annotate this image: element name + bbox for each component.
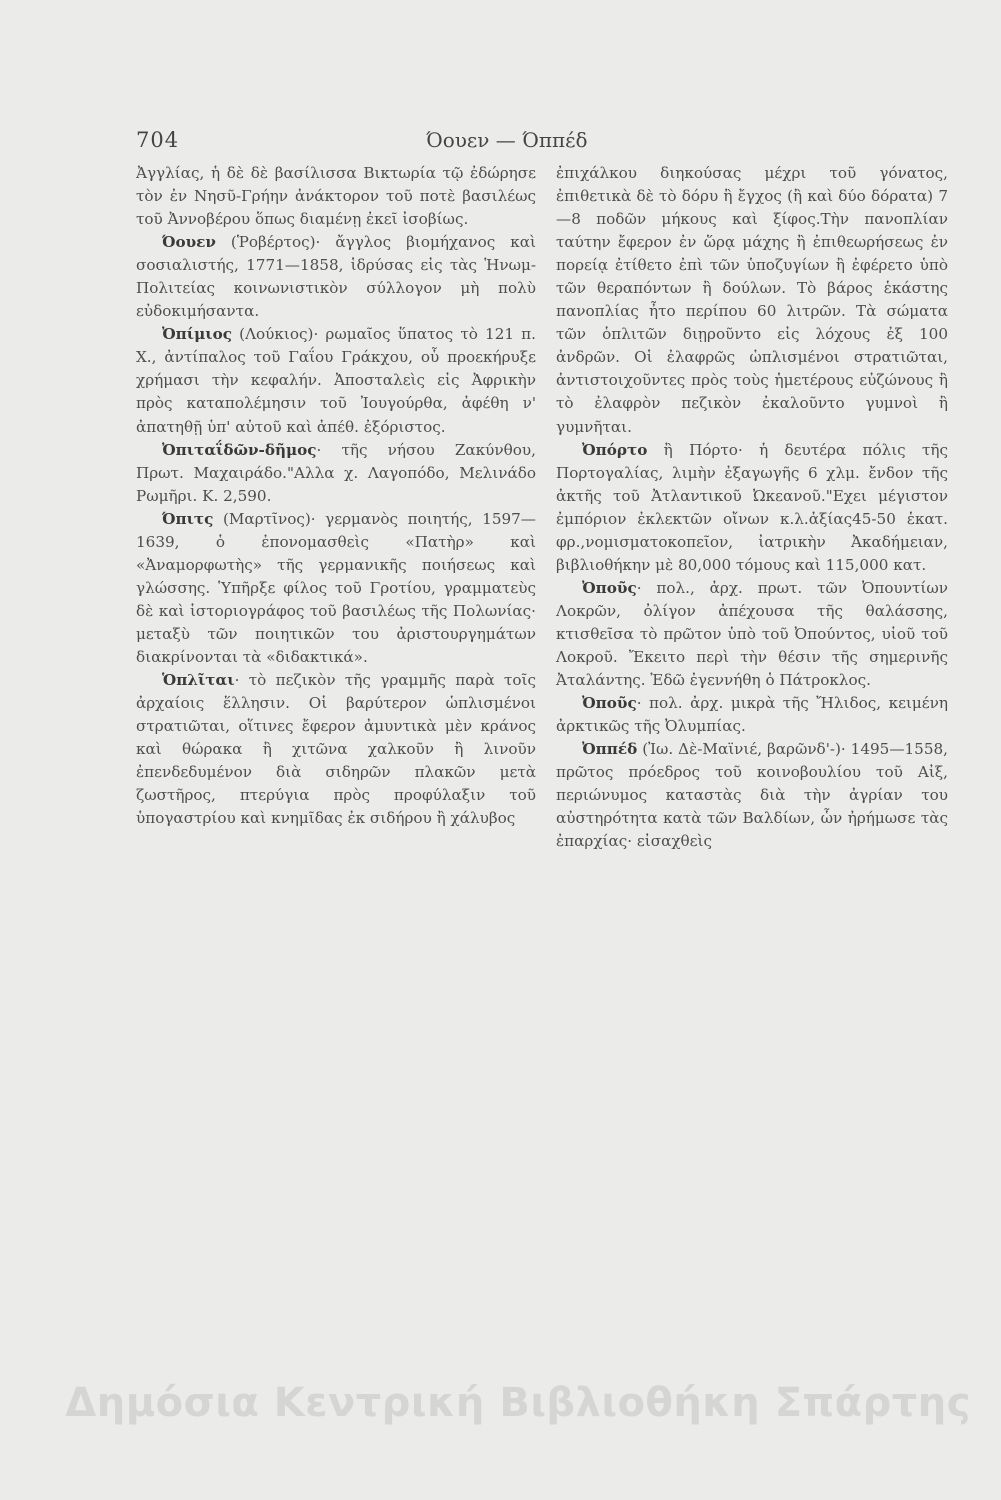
entry-headword: Ὁπλῖται [162, 671, 235, 690]
dictionary-entry [136, 323, 536, 438]
entry-text: (Ῥοβέρτος)· ἄγγλος βιομήχανος καὶ σοσιαλιστής, 1771—1858, ἱδρύσας εἰς τὰς Ἡνωμ-Πολιτείας κοινωνιστικὸν σύλλογον μὴ πολὺ εὐδοκιμήσαντα. [136, 233, 536, 321]
entry-text: (Ἰω. Δὲ-Μαϊνιέ, βαρῶνδ'-)· 1495—1558, πρῶτος πρόεδρος τοῦ κοινοβουλίου τοῦ Αἰξ, περιώνυμος καταστὰς διὰ τὴν ἀγρίαν του αὐστηρότητα κατὰ τῶν Βαλδίων, ὧν ἠρήμωσε τὰς ἐπαρχίας· εἰσαχθεὶς [556, 740, 948, 851]
entry-headword: Ὀπίμιος [162, 325, 232, 344]
entry-headword: Ὀποῦς [582, 694, 637, 713]
right-column [556, 162, 948, 853]
entry-text: · τὸ πεζικὸν τῆς γραμμῆς παρὰ τοῖς ἀρχαίοις ἕλλησιν. Οἱ βαρύτερον ὡπλισμένοι στρατιῶται, οἵτινες ἔφερον ἀμυντικὰ μὲν κράνος καὶ θώρακα ἢ χιτῶνα χαλκοῦν ἢ λινοῦν ἐπενδεδυμένον διὰ σιδηρῶν πλακῶν μετὰ ζωστῆρος, πτερύγια πρὸς προφύλαξιν τοῦ ὑπογαστρίου καὶ κνημῖδας ἐκ σιδήρου ἢ χάλυβος [136, 671, 536, 828]
entry-headword: Ὀποῦς [582, 578, 637, 597]
dictionary-entry [136, 669, 536, 830]
dictionary-entry [556, 692, 948, 738]
dictionary-entry [556, 738, 948, 853]
dictionary-entry [556, 577, 948, 692]
running-head: Όουεν — Όππέδ [426, 128, 588, 152]
entry-headword: Όπιτς [162, 509, 214, 528]
continuation-text: Ἀγγλίας, ἡ δὲ δὲ βασίλισσα Βικτωρία τῷ ἐδώρησε τὸν ἐν Νησῦ-Γρήην ἀνάκτορον τοῦ ποτὲ βασιλέως τοῦ Ἀννοβέρου ὅπως διαμένῃ ἐκεῖ ἰσοβίως. [136, 164, 536, 229]
dictionary-entry [136, 231, 536, 323]
entry-text: · τῆς νήσου Ζακύνθου, Πρωτ. Μαχαιράδο."Αλλα χ. Λαγοπόδο, Μελινάδο Ρωμῆρι. Κ. 2,590. [136, 440, 536, 505]
library-watermark: Δημόσια Κεντρική Βιβλιοθήκη Σπάρτης [65, 1380, 971, 1426]
entry-text: · πολ. ἀρχ. μικρὰ τῆς Ἤλιδος, κειμένη ἀρκτικῶς τῆς Ὀλυμπίας. [556, 694, 948, 736]
continuation-text: ἐπιχάλκου διηκούσας μέχρι τοῦ γόνατος, ἐπιθετικὰ δὲ τὸ δόρυ ἢ ἔγχος (ἢ καὶ δύο δόρατα) 7—8 ποδῶν μήκους καὶ ξίφος.Τὴν πανοπλίαν ταύτην ἔφερον ἐν ὥρᾳ μάχης ἢ ἐπιθεωρήσεως ἐν πορείᾳ ἐτίθετο ἐπὶ τῶν ὑποζυγίων ἢ ἐφέρετο ὑπὸ τῶν θεραπόντων ἢ δούλων. Τὸ βάρος ἑκάστης πανοπλίας ἦτο περίπου 60 λιτρῶν. Τὰ σώματα τῶν ὁπλιτῶν διῃροῦντο εἰς λόχους ἐξ 100 ἀνδρῶν. Οἱ ἐλαφρῶς ὡπλισμένοι στρατιῶται, ἀντιστοιχοῦντες πρὸς τοὺς ἡμετέρους εὐζώνους ἢ τὸ ἐλαφρὸν πεζικὸν ἐκαλοῦντο γυμνοὶ ἢ γυμνῆται. [556, 164, 948, 436]
dictionary-entry [556, 439, 948, 577]
entry-headword: Ὀπιταΐδῶν-δῆμος [162, 440, 317, 459]
page-header [136, 128, 882, 158]
entry-headword: Όουεν [162, 233, 216, 252]
entry-headword: Ὀπόρτο [582, 440, 648, 459]
entry-text: (Μαρτῖνος)· γερμανὸς ποιητής, 1597—1639, ὁ ἐπονομασθεὶς «Πατὴρ» καὶ «Ἀναμορφωτὴς» τῆς γερμανικῆς ποιήσεως καὶ γλώσσης. Ὑπῆρξε φίλος τοῦ Γροτίου, γραμματεὺς δὲ καὶ ἱστοριογράφος τοῦ βασιλέως τῆς Πολωνίας· μεταξὺ τῶν ποιητικῶν του ἀριστουργημάτων διακρίνονται τὰ «διδακτικά». [136, 509, 536, 666]
dictionary-entry [136, 508, 536, 669]
dictionary-entry [136, 439, 536, 508]
entry-text: ἢ Πόρτο· ἡ δευτέρα πόλις τῆς Πορτογαλίας, λιμὴν ἐξαγωγῆς 6 χλμ. ἔνδον τῆς ἀκτῆς τοῦ Ἀτλαντικοῦ Ὠκεανοῦ."Εχει μέγιστον ἐμπόριον ἐκλεκτῶν οἴνων κ.λ.ἀξίας45-50 ἑκατ. φρ.,νομισματοκοπεῖον, ἰατρικὴν Ἀκαδήμειαν, βιβλιοθήκην μὲ 80,000 τόμους καὶ 115,000 κατ. [556, 440, 948, 574]
left-column [136, 162, 536, 830]
entry-text: (Λούκιος)· ρωμαῖος ὕπατος τὸ 121 π. Χ., ἀντίπαλος τοῦ Γαΐου Γράκχου, οὗ προεκήρυξε χρήμασι τὴν κεφαλήν. Ἀποσταλεὶς εἰς Ἀφρικὴν πρὸς καταπολέμησιν τοῦ Ἰουγούρθα, ἀφέθη ν' ἀπατηθῇ ὑπ' αὐτοῦ καὶ ἀπέθ. ἐξόριστος. [136, 325, 536, 436]
entry-headword: Ὀππέδ [582, 740, 638, 759]
entry-text: · πολ., ἀρχ. πρωτ. τῶν Ὀπουντίων Λοκρῶν, ὀλίγον ἀπέχουσα τῆς θαλάσσης, κτισθεῖσα τὸ πρῶτον ὑπὸ τοῦ Ὀπούντος, υἱοῦ τοῦ Λοκροῦ. Ἔκειτο περὶ τὴν θέσιν τῆς σημερινῆς Ἀταλάντης. Ἐδῶ ἐγεννήθη ὁ Πάτροκλος. [556, 578, 948, 690]
page-number: 704 [136, 128, 180, 152]
